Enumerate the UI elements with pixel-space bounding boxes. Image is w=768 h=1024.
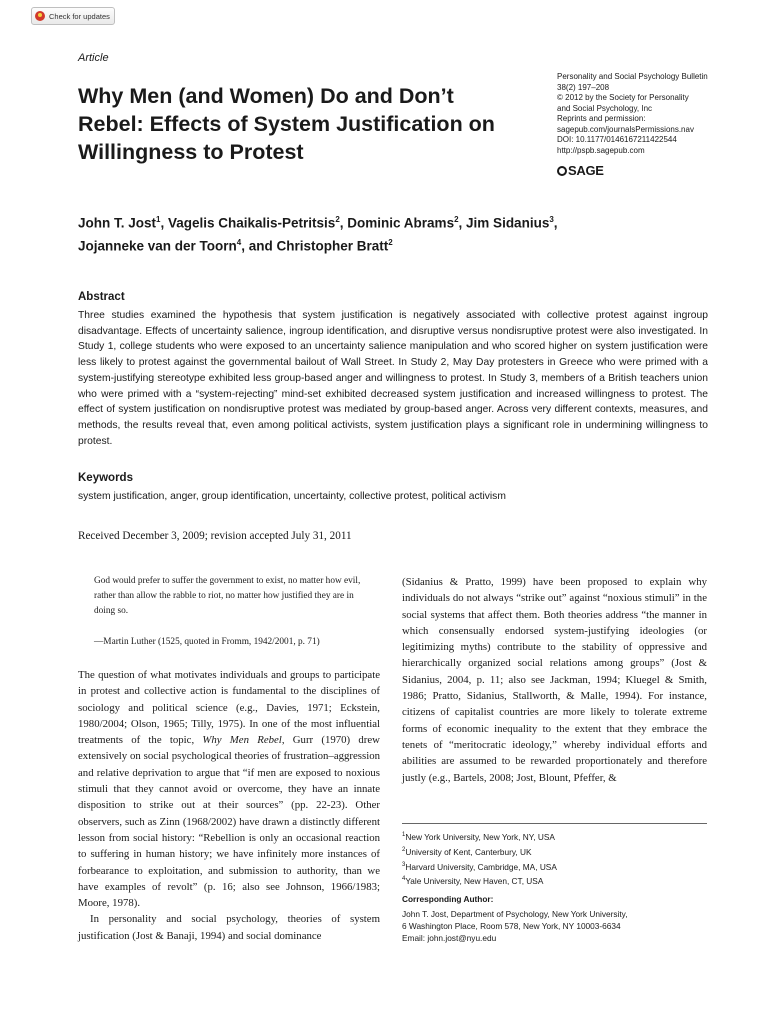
abstract-text: Three studies examined the hypothesis that system justification is negatively associated with collective protest against ingroup disadvantage. Effects of uncertainty salience, ingroup identification, and disruptive versus nondisruptive protest were also investigated. In Study 1, college students who were exposed to an uncertainty salience manipulation and who scored higher on system justification were less likely to protest against the governmental bailout of Wall Street. In Study 2, May Day protesters in Greece who were primed with a system-justifying stereotype exhibited less group-based anger and willingness to protest. In Study 3, members of a British teachers union who were primed with a “system-rejecting” mind-set exhibited decreased system justification and increased willingness to protest. The effect of system justification on nondisruptive protest was mediated by group-based anger. Across very different contexts, measures, and methods, the results reveal that, even among political activists, system justification plays a significant role in undermining willingness to protest.: [78, 310, 708, 447]
article-type-label: Article: [78, 52, 109, 64]
publisher-logo-text: SAGE: [568, 163, 604, 178]
author-name: Vagelis Chaikalis-Petritsis: [167, 215, 336, 231]
affiliation-mark: 1: [156, 215, 161, 224]
affiliation-item: [402, 859, 557, 874]
author-name: Christopher Bratt: [276, 238, 389, 253]
author-name: Dominic Abrams: [347, 215, 455, 231]
journal-info-line: DOI: 10.1177/0146167211422544: [557, 135, 677, 144]
journal-info-line: Personality and Social Psychology Bulletin: [557, 72, 708, 81]
author-name: Jojanneke van der Toorn: [78, 238, 237, 253]
body-text: , Gurr (1970) drew extensively on social psychological theories of frustration–aggression and relative deprivation to argue that “if men are exposed to noxious stimuli that they cannot avoid or overcome, they have an innate disposition to strike out at their sources” (pp. 22-23). Other observers, such as Zinn (1968/2002) have drawn a distinctly different lesson from social history: “Rebellion is only an occasional reaction to suffering in human history; we have infinitely more instances of forbearance to exploitation, and submission to authority, than we have examples of revolt” (p. 16; also see Johnson, 1966/1983; Moore, 1978).: [78, 734, 380, 910]
author-list: [78, 210, 698, 255]
article-title: Why Men (and Women) Do and Don’t Rebel: Effects of System Justification on Willingness to Protest: [78, 84, 495, 164]
author-name: John T. Jost: [78, 215, 157, 231]
sage-logo-icon: [557, 166, 567, 176]
affiliation-text: Yale University, New Haven, CT, USA: [405, 876, 544, 887]
affiliation-number: 3: [402, 861, 406, 868]
abstract-heading: Abstract: [78, 291, 125, 303]
body-paragraph: (Sidanius & Pratto, 1999) have been proposed to explain why individuals do not always “strike out” against “noxious stimuli” in the social systems that affect them. Both theories address “the manner in which consensually endorsed system-justifying ideologies (or legitimizing myths) contribute to the stability of oppressive and hierarchically organized social relations among groups” (Jost & Sidanius, 2004, p. 11; also see Jackman, 1994; Kluegel & Smith, 1986; Pratto, Sidanius, Stallworth, & Malle, 1994). For instance, citizens of capitalist countries are more likely to tolerate extreme forms of economic inequality to the extent that they embrace the tenets of “meritocratic ideology,” whereby individual efforts and abilities are assumed to be rewarded proportionately and therefore justly (e.g., Bartels, 2008; Jost, Blount, Pfeffer, &: [402, 576, 707, 784]
keywords-text: system justification, anger, group identification, uncertainty, collective protest, political activism: [78, 491, 506, 502]
author-separator: ,: [160, 215, 168, 231]
corresponding-author-heading: Corresponding Author:: [402, 894, 494, 904]
affiliation-number: 4: [402, 876, 406, 883]
journal-info-line: http://pspb.sagepub.com: [557, 145, 645, 155]
check-for-updates-label: Check for updates: [49, 11, 110, 21]
affiliation-number: 2: [402, 846, 406, 853]
affiliation-text: New York University, New York, NY, USA: [405, 831, 555, 842]
author-separator: ,: [553, 215, 558, 231]
received-dates: Received December 3, 2009; revision accepted July 31, 2011: [78, 530, 352, 542]
affiliation-mark: 2: [454, 215, 459, 224]
author-separator: ,: [458, 215, 467, 231]
author-name: Jim Sidanius: [466, 215, 550, 231]
affiliation-mark: 4: [236, 237, 242, 247]
affiliation-number: 1: [402, 832, 406, 838]
corresponding-author-email[interactable]: Email: john.jost@nyu.edu: [402, 933, 497, 944]
affiliation-mark: 2: [335, 215, 340, 224]
affiliation-mark: 2: [388, 237, 393, 247]
author-separator: ,: [339, 215, 348, 231]
affiliation-item: [402, 829, 557, 844]
check-for-updates-badge[interactable]: [31, 7, 115, 25]
journal-info-line: © 2012 by the Society for Personality: [557, 93, 689, 102]
crossmark-icon: [35, 11, 45, 21]
footnote-divider: [402, 823, 707, 824]
journal-info-line: and Social Psychology, Inc: [557, 103, 653, 113]
body-text: The question of what motivates individuals and groups to participate in protest and collective action is fundamental to the disciplines of sociology and political science (e.g., Davies, 1971; Eckstein, 1980/2004; Olson, 1965; Tilly, 1975). In one of the most influential treatments of the topic,: [78, 669, 380, 747]
body-paragraph: In personality and social psychology, theories of system justification (Jost & Banaji, 1994) and social dominance: [78, 913, 380, 942]
affiliation-text: Harvard University, Cambridge, MA, USA: [405, 861, 557, 872]
corresponding-author-details: [402, 908, 628, 945]
keywords-heading: Keywords: [78, 472, 133, 484]
journal-info-line: 38(2) 197–208: [557, 82, 610, 92]
journal-info: [557, 72, 717, 156]
journal-info-line: Reprints and permission:: [557, 114, 646, 123]
body-column-left: [78, 667, 380, 944]
corresponding-author-line: 6 Washington Place, Room 578, New York, NY 10003-6634: [402, 921, 621, 932]
affiliation-item: [402, 844, 557, 859]
book-title: Why Men Rebel: [202, 734, 282, 747]
body-column-right: [402, 574, 707, 786]
epigraph-quote: God would prefer to suffer the government to exist, no matter how evil, rather than allow the rabble to riot, no matter how justified they are in doing so.: [94, 576, 361, 617]
journal-info-line: sagepub.com/journalsPermissions.nav: [557, 124, 694, 134]
author-separator: , and: [241, 238, 277, 253]
body-paragraph: [78, 667, 380, 911]
epigraph-attribution: —Martin Luther (1525, quoted in Fromm, 1942/2001, p. 71): [94, 637, 320, 647]
affiliation-list: [402, 829, 557, 888]
publisher-logo: [557, 163, 604, 178]
corresponding-author-line: John T. Jost, Department of Psychology, New York University,: [402, 909, 628, 919]
affiliation-text: University of Kent, Canterbury, UK: [405, 846, 532, 857]
affiliation-mark: 3: [549, 215, 554, 224]
affiliation-item: [402, 873, 557, 888]
